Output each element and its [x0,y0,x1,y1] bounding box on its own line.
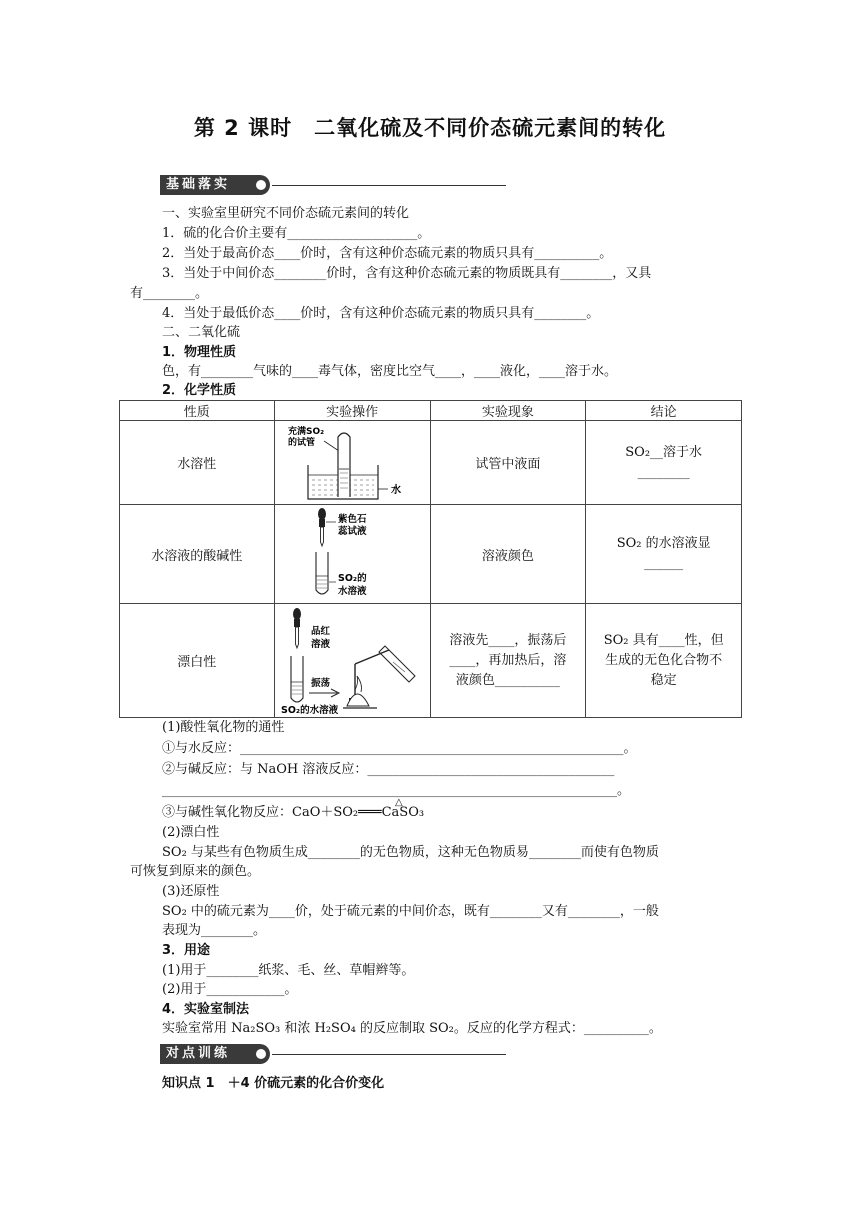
text-line: ______________________________________________________________________。 [162,783,630,798]
text-line: 一、实验室里研究不同价态硫元素间的转化 [162,206,410,221]
phenomenon-cell: 试管中液面 [430,421,586,505]
text-line: 4．当处于最低价态____价时，含有这种价态硫元素的物质只具有________。 [162,306,600,321]
conclusion-line: 生成的无色化合物不 [605,652,723,668]
text-line: (3)还原性 [162,884,220,899]
banner-dot-icon [256,1049,266,1059]
subheading: 3．用途 [162,943,211,958]
conclusion-line: SO₂ 的水溶液显 [616,536,711,551]
subheading: 2．化学性质 [162,383,237,398]
diagram-label: 充满SO₂ [288,426,325,437]
text-line: 2．当处于最高价态____价时，含有这种价态硫元素的物质只具有__________。 [162,246,613,261]
text-line: ②与碱反应：与 NaOH 溶液反应：______________________________________ [162,762,615,777]
banner-rule [272,185,506,186]
phenomenon-cell: 溶液颜色 [430,505,586,604]
conclusion-cell [586,604,742,718]
diagram-label: SO₂的 [338,573,367,584]
banner-dot-icon [256,180,266,190]
subheading: 4．实验室制法 [162,1002,250,1017]
bleaching-experiment-diagram [277,606,427,716]
knowledge-point-heading: 知识点 1 ＋4 价硫元素的化合价变化 [162,1076,385,1091]
text-line: (1)酸性氧化物的通性 [162,720,285,735]
text-line: 色，有________气味的____毒气体，密度比空气____，____液化，____溶于水。 [162,364,618,379]
diagram-label: 紫色石 [338,514,367,525]
banner-rule [272,1054,506,1055]
text-line: 3．当处于中间价态________价时，含有这种价态硫元素的物质既具有________，又具 [162,266,652,281]
diagram-label: 振荡 [311,677,331,689]
text-line: (2)用于____________。 [162,982,298,997]
property-table [119,400,742,718]
phenomenon-line: 液颜色__________ [455,672,560,688]
banner-label: 基础落实 [160,175,270,195]
text-line: 1．硫的化合价主要有____________________。 [162,226,431,241]
operation-cell [274,421,430,505]
phenomenon-cell [430,604,586,718]
equation-line: ③与碱性氧化物反应：CaO＋SO₂═══CaSO₃ [162,805,425,820]
operation-cell [274,505,430,604]
conclusion-cell [586,505,742,604]
diagram-label: 水 [391,484,402,496]
table-row [120,505,742,604]
table-header-row [120,401,742,421]
property-cell: 漂白性 [120,604,275,718]
diagram-label: 溶液 [311,638,331,650]
table-row [120,421,742,505]
diagram-label: 蕊试液 [338,526,367,537]
operation-cell [274,604,430,718]
text-line: ①与水反应：___________________________________________________________。 [162,741,637,756]
text-line: 可恢复到原来的颜色。 [130,864,261,879]
phenomenon-line: ____，再加热后，溶 [449,652,567,668]
heat-symbol: △ [395,797,403,808]
conclusion-line: SO₂ 具有____性，但 [603,632,724,648]
phenomenon-line: 溶液先____，振荡后 [449,632,567,648]
header-cell: 实验操作 [274,401,430,421]
conclusion-line: 稳定 [650,672,677,688]
property-cell: 水溶液的酸碱性 [120,505,275,604]
text-line: 表现为________。 [162,923,267,938]
header-cell: 性质 [120,401,275,421]
header-cell: 结论 [586,401,742,421]
diagram-label: 品红 [311,625,331,637]
diagram-label: 的试管 [288,437,316,448]
table-row [120,604,742,718]
conclusion-line: ______ [644,556,684,571]
test-tube-in-water-diagram [282,423,422,503]
text-line: SO₂ 中的硫元素为____价，处于硫元素的中间价态，既有________又有________，一般 [162,904,659,919]
litmus-dropper-diagram [292,506,412,602]
diagram-label: SO₂的水溶液 [281,704,339,716]
text-line: SO₂ 与某些有色物质生成________的无色物质，这种无色物质易________而使有色物质 [162,845,659,860]
banner-label: 对点训练 [160,1044,270,1064]
text-line: 实验室常用 Na₂SO₃ 和浓 H₂SO₄ 的反应制取 SO₂。反应的化学方程式：__________。 [162,1021,662,1036]
text-line: 二、二氧化硫 [162,325,241,340]
page-title: 第 2 课时 二氧化硫及不同价态硫元素间的转化 [193,116,667,140]
conclusion-line: ________ [637,464,690,480]
diagram-label: 水溶液 [338,586,367,597]
subheading: 1．物理性质 [162,345,237,360]
section-banner-practice [160,1041,506,1067]
text-line: (2)漂白性 [162,825,220,840]
text-line: 有________。 [130,286,209,301]
text-line: (1)用于________纸浆、毛、丝、草帽辫等。 [162,963,415,978]
property-cell: 水溶性 [120,421,275,505]
conclusion-cell [586,421,742,505]
section-banner-basics [160,172,506,198]
conclusion-line: SO₂__溶于水 [625,444,703,460]
header-cell: 实验现象 [430,401,586,421]
